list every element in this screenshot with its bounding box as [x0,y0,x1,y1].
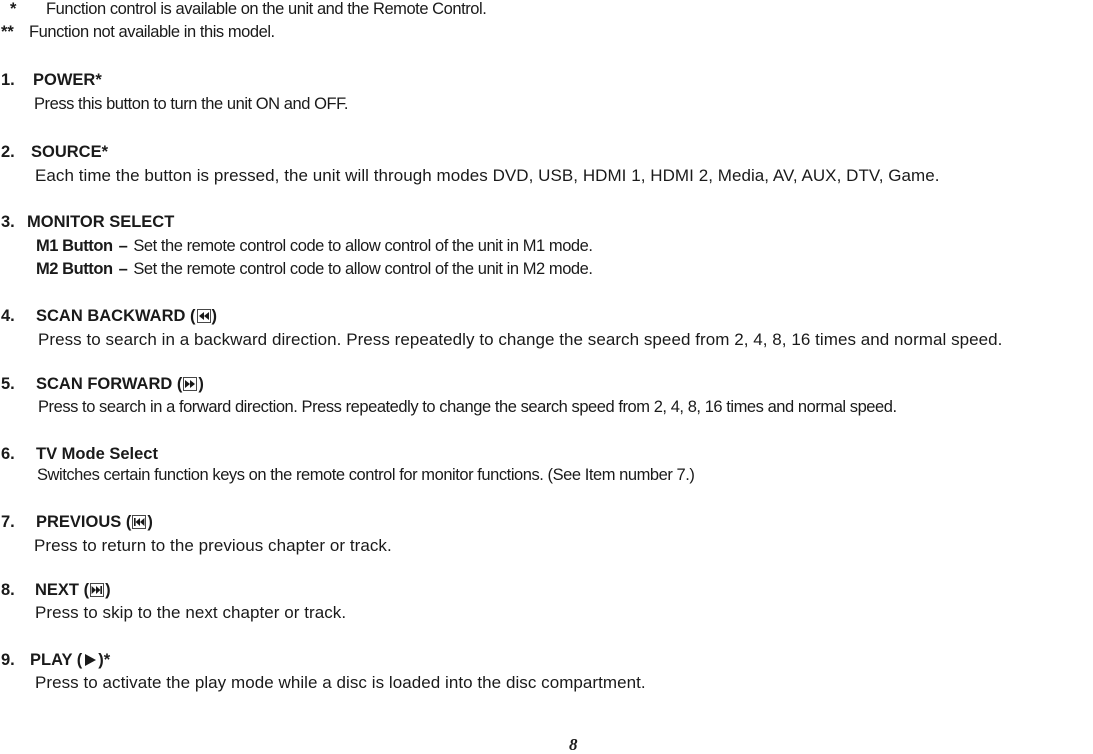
m2-button-text: Set the remote control code to allow control of the unit in M2 mode. [133,260,593,278]
item-9-close: )* [98,651,111,669]
scan-forward-icon [183,377,197,391]
m1-button-text: Set the remote control code to allow control of the unit in M1 mode. [133,237,593,255]
previous-icon [132,515,146,529]
item-4-title: SCAN BACKWARD ( [36,307,196,325]
item-1-description: Press this button to turn the unit ON and OFF. [34,95,349,113]
item-2-title: SOURCE* [31,143,109,161]
item-7-number: 7. [1,513,15,531]
item-4-number: 4. [1,307,15,325]
item-5-close: ) [198,375,204,393]
item-9-description: Press to activate the play mode while a disc is loaded into the disc compartment. [35,673,646,692]
m2-button-label: M2 Button [36,260,113,278]
item-9-title: PLAY ( [30,651,83,669]
note-marker-double: ** [1,23,14,41]
item-3-number: 3. [1,213,15,231]
item-7-close: ) [147,513,153,531]
item-3-title: MONITOR SELECT [27,213,175,231]
item-9-number: 9. [1,651,15,669]
note-not-available-text: Function not available in this model. [29,23,275,41]
item-6-title: TV Mode Select [36,445,158,463]
m2-dash: – [118,260,128,278]
m2-button-row [36,259,593,279]
note-available-text: Function control is available on the unit and the Remote Control. [46,0,487,18]
item-8-title: NEXT ( [35,581,90,599]
m1-button-row [36,236,593,256]
item-5-number: 5. [1,375,15,393]
item-8-close: ) [105,581,111,599]
item-5-description: Press to search in a forward direction. Press repeatedly to change the search speed from 2, 4, 8, 16 times and normal speed. [38,398,897,416]
play-icon [83,653,97,667]
item-2-description: Each time the button is pressed, the unit will through modes DVD, USB, HDMI 1, HDMI 2, Media, AV, AUX, DTV, Game. [35,166,940,185]
item-6-description: Switches certain function keys on the remote control for monitor functions. (See Item number 7.) [37,466,695,484]
scan-backward-icon [197,309,211,323]
next-icon [90,583,104,597]
item-7-heading [36,512,153,532]
item-7-description: Press to return to the previous chapter or track. [34,536,392,555]
item-8-description: Press to skip to the next chapter or track. [35,603,347,622]
item-5-heading [36,374,204,394]
item-4-close: ) [211,307,217,325]
item-4-heading [36,306,217,326]
item-1-title: POWER* [33,71,102,89]
item-5-title: SCAN FORWARD ( [36,375,183,393]
note-marker-single: * [10,0,17,18]
item-7-title: PREVIOUS ( [36,513,132,531]
item-8-number: 8. [1,581,15,599]
item-8-heading [35,580,111,600]
m1-dash: – [118,237,128,255]
item-2-number: 2. [1,143,15,161]
item-4-description: Press to search in a backward direction. Press repeatedly to change the search speed from 2, 4, 8, 16 times and normal speed. [38,330,1003,349]
item-6-number: 6. [1,445,15,463]
item-9-heading [30,650,110,670]
item-1-number: 1. [1,71,15,89]
page-number: 8 [569,735,578,754]
m1-button-label: M1 Button [36,237,113,255]
